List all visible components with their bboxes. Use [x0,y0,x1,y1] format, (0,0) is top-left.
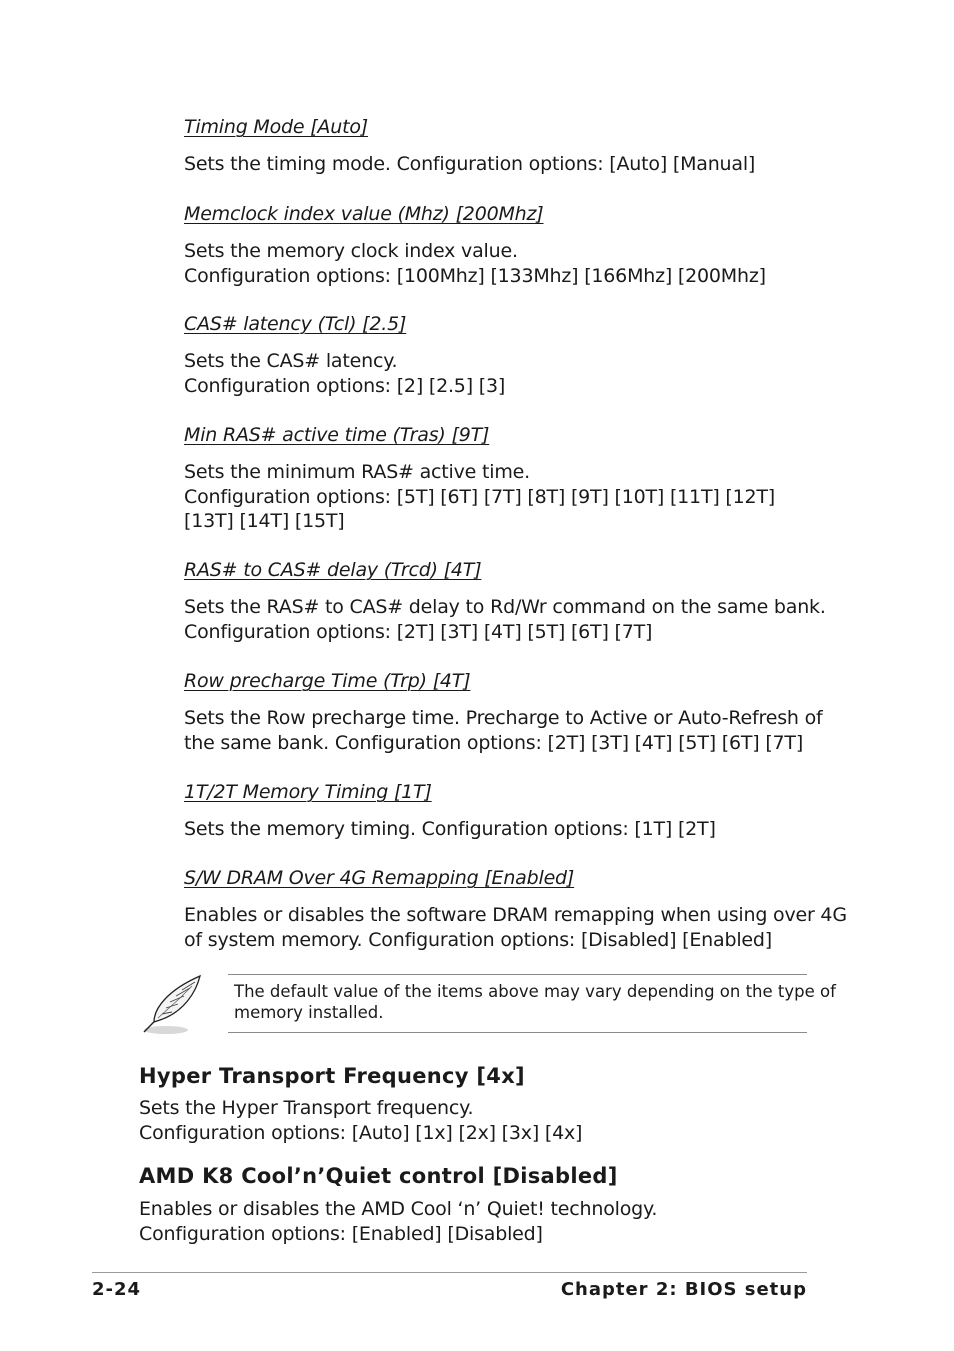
desc-line: Configuration options: [Auto] [1x] [2x] [3x] [4x] [139,1121,583,1144]
item-desc-row-precharge [184,706,824,755]
desc-line: Enables or disables the AMD Cool ‘n’ Quiet! technology. [139,1198,658,1220]
desc-line: Sets the CAS# latency. [184,350,398,372]
note-line: The default value of the items above may vary depending on the type of [234,982,836,1001]
desc-line: Configuration options: [2T] [3T] [4T] [5T] [6T] [7T] [184,620,653,643]
item-title-min-ras: Min RAS# active time (Tras) [9T] [184,424,490,446]
desc-line: the same bank. Configuration options: [2T] [3T] [4T] [5T] [6T] [7T] [184,731,804,754]
item-title-row-precharge: Row precharge Time (Trp) [4T] [184,670,471,692]
desc-line: [13T] [14T] [15T] [184,510,345,532]
item-desc-memory-timing [184,817,824,842]
desc-line: Sets the Row precharge time. Precharge to Active or Auto-Refresh of [184,707,823,729]
desc-line: Sets the memory timing. Configuration options: [1T] [2T] [184,818,716,840]
section-desc-cool-n-quiet [139,1197,657,1246]
desc-line: Configuration options: [Enabled] [Disabled] [139,1222,543,1245]
section-desc-hyper-transport [139,1096,582,1145]
desc-line: Sets the timing mode. Configuration options: [Auto] [Manual] [184,153,756,175]
desc-line: Configuration options: [5T] [6T] [7T] [8T] [9T] [10T] [11T] [12T] [184,485,776,508]
item-title-timing-mode: Timing Mode [Auto] [184,116,368,138]
desc-line: Configuration options: [100Mhz] [133Mhz] [166Mhz] [200Mhz] [184,264,766,287]
item-desc-timing-mode [184,152,824,177]
desc-line: of system memory. Configuration options: [Disabled] [Enabled] [184,928,772,951]
desc-line: Sets the Hyper Transport frequency. [139,1097,474,1119]
desc-line: Sets the minimum RAS# active time. [184,461,530,483]
desc-line: Sets the RAS# to CAS# delay to Rd/Wr command on the same bank. [184,596,826,618]
section-title-hyper-transport: Hyper Transport Frequency [4x] [139,1064,525,1088]
note-top-rule [228,974,807,975]
item-desc-ras-to-cas [184,595,824,644]
chapter-label: Chapter 2: BIOS setup [560,1279,807,1300]
item-title-dram-remapping: S/W DRAM Over 4G Remapping [Enabled] [184,867,575,889]
item-title-memclock: Memclock index value (Mhz) [200Mhz] [184,203,544,225]
note-text [234,981,836,1023]
footer-rule [92,1272,807,1273]
item-desc-cas-latency [184,349,824,398]
item-title-cas-latency: CAS# latency (Tcl) [2.5] [184,313,407,335]
desc-line: Configuration options: [2] [2.5] [3] [184,374,506,397]
item-title-memory-timing: 1T/2T Memory Timing [1T] [184,781,432,803]
feather-pen-icon [140,972,206,1036]
desc-line: Sets the memory clock index value. [184,240,518,262]
page-number: 2-24 [92,1279,142,1300]
item-desc-memclock [184,239,824,288]
note-bottom-rule [228,1032,807,1033]
desc-line: Enables or disables the software DRAM remapping when using over 4G [184,904,847,926]
item-title-ras-to-cas: RAS# to CAS# delay (Trcd) [4T] [184,559,482,581]
item-desc-dram-remapping [184,903,847,952]
note-line: memory installed. [234,1003,384,1022]
item-desc-min-ras [184,460,824,534]
section-title-cool-n-quiet: AMD K8 Cool’n’Quiet control [Disabled] [139,1164,618,1188]
